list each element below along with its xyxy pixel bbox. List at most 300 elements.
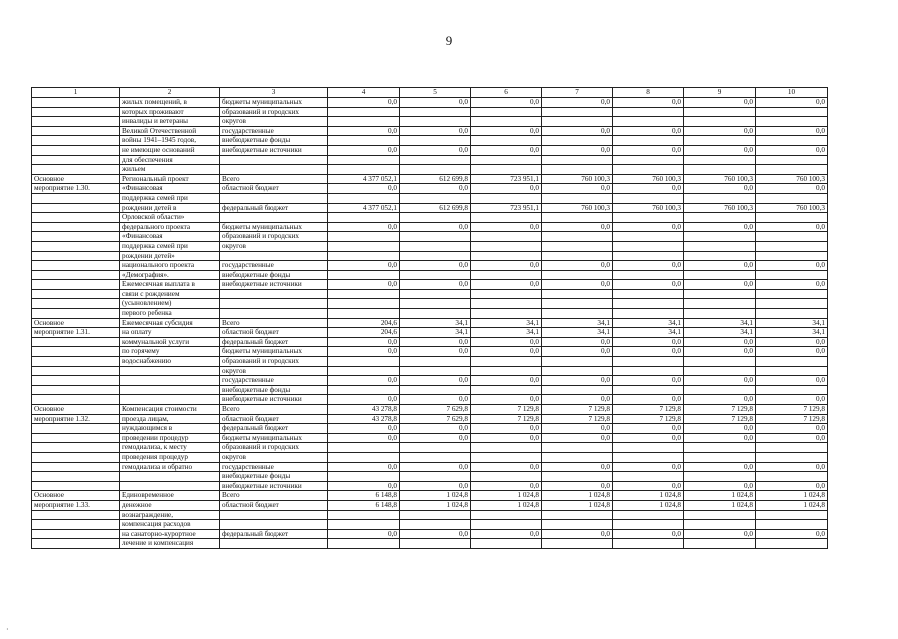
value-cell: [471, 165, 542, 175]
description-cell: [120, 366, 220, 376]
description-cell: связи с рождением: [120, 289, 220, 299]
description-cell: (усыновлением): [120, 299, 220, 309]
value-cell: 0,0: [400, 376, 471, 386]
value-cell: 1 024,8: [684, 491, 756, 501]
table-row: [32, 529, 828, 539]
value-cell: [684, 472, 756, 482]
value-cell: [328, 232, 400, 242]
description-cell: инвалиды и ветераны: [120, 117, 220, 127]
value-cell: 612 699,8: [400, 174, 471, 184]
value-cell: [613, 309, 684, 319]
value-cell: [613, 385, 684, 395]
page-number: 9: [445, 33, 453, 48]
value-cell: 0,0: [400, 424, 471, 434]
value-cell: 723 951,1: [471, 174, 542, 184]
value-cell: [400, 366, 471, 376]
table-row: [32, 318, 828, 328]
source-cell: внебюджетные источники: [220, 145, 328, 155]
value-cell: 43 278,8: [328, 414, 400, 424]
description-cell: вознаграждение,: [120, 510, 220, 520]
value-cell: [328, 366, 400, 376]
value-cell: [471, 520, 542, 530]
column-number: 9: [684, 88, 756, 98]
description-cell: проведения процедур: [120, 452, 220, 462]
value-cell: [471, 241, 542, 251]
value-cell: 0,0: [613, 145, 684, 155]
table-row: [32, 299, 828, 309]
value-cell: 0,0: [756, 145, 828, 155]
event-cell: [32, 251, 120, 261]
source-cell: [220, 539, 328, 549]
description-cell: водоснабжению: [120, 357, 220, 367]
description-cell: [120, 376, 220, 386]
value-cell: 0,0: [684, 395, 756, 405]
event-cell: [32, 443, 120, 453]
value-cell: 0,0: [471, 529, 542, 539]
value-cell: [684, 385, 756, 395]
description-cell: «Финансовая: [120, 232, 220, 242]
column-number: 6: [471, 88, 542, 98]
value-cell: [471, 289, 542, 299]
value-cell: 7 129,8: [471, 414, 542, 424]
source-cell: федеральный бюджет: [220, 203, 328, 213]
value-cell: [400, 299, 471, 309]
value-cell: 0,0: [542, 433, 613, 443]
value-cell: 0,0: [328, 433, 400, 443]
value-cell: [613, 452, 684, 462]
value-cell: 0,0: [684, 126, 756, 136]
value-cell: 0,0: [613, 433, 684, 443]
value-cell: [684, 136, 756, 146]
description-cell: первого ребенка: [120, 309, 220, 319]
event-cell: мероприятие 1.31.: [32, 328, 120, 338]
value-cell: 0,0: [400, 337, 471, 347]
table-row: [32, 452, 828, 462]
value-cell: 0,0: [328, 222, 400, 232]
source-cell: Всего: [220, 405, 328, 415]
source-cell: внебюджетные источники: [220, 395, 328, 405]
description-cell: жилых помещений, в: [120, 98, 220, 108]
event-cell: [32, 347, 120, 357]
value-cell: [684, 232, 756, 242]
value-cell: [684, 241, 756, 251]
event-cell: [32, 165, 120, 175]
event-cell: [32, 203, 120, 213]
value-cell: 1 024,8: [756, 500, 828, 510]
value-cell: 1 024,8: [542, 491, 613, 501]
value-cell: [684, 155, 756, 165]
table-row: [32, 337, 828, 347]
value-cell: [328, 385, 400, 395]
value-cell: 0,0: [613, 337, 684, 347]
table-row: [32, 126, 828, 136]
value-cell: 0,0: [684, 98, 756, 108]
value-cell: [400, 251, 471, 261]
value-cell: [471, 213, 542, 223]
value-cell: 0,0: [684, 261, 756, 271]
value-cell: 0,0: [756, 529, 828, 539]
value-cell: 1 024,8: [471, 500, 542, 510]
value-cell: 0,0: [471, 222, 542, 232]
source-cell: [220, 155, 328, 165]
value-cell: 7 129,8: [756, 405, 828, 415]
value-cell: 0,0: [542, 529, 613, 539]
value-cell: 723 951,1: [471, 203, 542, 213]
value-cell: 0,0: [542, 126, 613, 136]
value-cell: 1 024,8: [613, 500, 684, 510]
value-cell: [613, 472, 684, 482]
column-number: 5: [400, 88, 471, 98]
value-cell: 0,0: [613, 347, 684, 357]
value-cell: 0,0: [400, 222, 471, 232]
event-cell: Основное: [32, 491, 120, 501]
source-cell: внебюджетные фонды: [220, 136, 328, 146]
description-cell: жильем: [120, 165, 220, 175]
value-cell: [613, 193, 684, 203]
description-cell: проезда лицам,: [120, 414, 220, 424]
table-row: [32, 366, 828, 376]
event-cell: [32, 424, 120, 434]
budget-table: [31, 87, 828, 549]
value-cell: 0,0: [684, 376, 756, 386]
source-cell: государственные: [220, 376, 328, 386]
value-cell: 34,1: [613, 328, 684, 338]
value-cell: [542, 165, 613, 175]
value-cell: [400, 270, 471, 280]
column-number: 10: [756, 88, 828, 98]
source-cell: областной бюджет: [220, 500, 328, 510]
value-cell: [328, 452, 400, 462]
value-cell: 0,0: [756, 261, 828, 271]
value-cell: 4 377 052,1: [328, 174, 400, 184]
value-cell: [613, 155, 684, 165]
value-cell: 1 024,8: [471, 491, 542, 501]
table-row: [32, 414, 828, 424]
value-cell: [756, 452, 828, 462]
description-cell: компенсация расходов: [120, 520, 220, 530]
event-cell: [32, 472, 120, 482]
description-cell: на санаторно-курортное: [120, 529, 220, 539]
value-cell: [756, 165, 828, 175]
value-cell: [756, 117, 828, 127]
value-cell: [684, 539, 756, 549]
value-cell: 0,0: [756, 337, 828, 347]
value-cell: [542, 107, 613, 117]
value-cell: [471, 443, 542, 453]
event-cell: [32, 126, 120, 136]
value-cell: 34,1: [756, 328, 828, 338]
value-cell: [756, 107, 828, 117]
value-cell: [684, 107, 756, 117]
value-cell: 1 024,8: [400, 500, 471, 510]
value-cell: 0,0: [400, 395, 471, 405]
value-cell: [400, 289, 471, 299]
value-cell: [400, 107, 471, 117]
value-cell: 7 129,8: [542, 405, 613, 415]
event-cell: [32, 481, 120, 491]
source-cell: [220, 213, 328, 223]
value-cell: [542, 193, 613, 203]
table-row: [32, 481, 828, 491]
table-row: [32, 347, 828, 357]
value-cell: 6 148,8: [328, 500, 400, 510]
value-cell: [542, 520, 613, 530]
value-cell: [542, 510, 613, 520]
value-cell: [756, 299, 828, 309]
value-cell: [613, 213, 684, 223]
description-cell: нуждающимся в: [120, 424, 220, 434]
description-cell: гемодиализа, к месту: [120, 443, 220, 453]
column-number: 3: [220, 88, 328, 98]
value-cell: 0,0: [542, 424, 613, 434]
value-cell: [613, 270, 684, 280]
value-cell: [756, 289, 828, 299]
value-cell: 0,0: [471, 126, 542, 136]
value-cell: [328, 117, 400, 127]
value-cell: 0,0: [471, 261, 542, 271]
table-row: [32, 328, 828, 338]
description-cell: войны 1941–1945 годов,: [120, 136, 220, 146]
description-cell: национального проекта: [120, 261, 220, 271]
value-cell: 612 699,8: [400, 203, 471, 213]
table-row: [32, 395, 828, 405]
value-cell: [471, 136, 542, 146]
value-cell: [400, 309, 471, 319]
value-cell: 760 100,3: [684, 203, 756, 213]
value-cell: [471, 472, 542, 482]
source-cell: [220, 165, 328, 175]
table-row: [32, 222, 828, 232]
value-cell: [613, 539, 684, 549]
source-cell: внебюджетные фонды: [220, 472, 328, 482]
value-cell: 34,1: [542, 318, 613, 328]
value-cell: 34,1: [684, 318, 756, 328]
table-row: [32, 520, 828, 530]
source-cell: округов: [220, 366, 328, 376]
value-cell: 0,0: [613, 424, 684, 434]
value-cell: [756, 385, 828, 395]
description-cell: лечение и компенсация: [120, 539, 220, 549]
table-row: [32, 232, 828, 242]
table-row: [32, 539, 828, 549]
value-cell: [542, 136, 613, 146]
value-cell: [684, 117, 756, 127]
event-cell: [32, 529, 120, 539]
value-cell: [613, 510, 684, 520]
value-cell: [328, 241, 400, 251]
event-cell: [32, 289, 120, 299]
value-cell: 34,1: [400, 318, 471, 328]
source-cell: государственные: [220, 462, 328, 472]
value-cell: 0,0: [684, 280, 756, 290]
value-cell: [542, 357, 613, 367]
description-cell: Великой Отечественной: [120, 126, 220, 136]
value-cell: 0,0: [613, 184, 684, 194]
value-cell: [400, 539, 471, 549]
value-cell: [756, 136, 828, 146]
table-row: [32, 136, 828, 146]
event-cell: мероприятие 1.32.: [32, 414, 120, 424]
value-cell: [328, 289, 400, 299]
event-cell: [32, 213, 120, 223]
source-cell: [220, 520, 328, 530]
header-row: [32, 88, 828, 98]
value-cell: 0,0: [756, 98, 828, 108]
value-cell: [471, 510, 542, 520]
column-number: 4: [328, 88, 400, 98]
value-cell: 0,0: [471, 347, 542, 357]
value-cell: 760 100,3: [684, 174, 756, 184]
value-cell: [471, 385, 542, 395]
value-cell: [613, 299, 684, 309]
source-cell: федеральный бюджет: [220, 337, 328, 347]
value-cell: [328, 213, 400, 223]
description-cell: Орловской области»: [120, 213, 220, 223]
source-cell: округов: [220, 241, 328, 251]
value-cell: 0,0: [542, 222, 613, 232]
value-cell: [542, 232, 613, 242]
event-cell: [32, 395, 120, 405]
value-cell: 0,0: [400, 280, 471, 290]
description-cell: [120, 385, 220, 395]
value-cell: 0,0: [471, 376, 542, 386]
table-row: [32, 203, 828, 213]
value-cell: [542, 155, 613, 165]
value-cell: [756, 520, 828, 530]
description-cell: [120, 481, 220, 491]
value-cell: [613, 136, 684, 146]
value-cell: 1 024,8: [756, 491, 828, 501]
source-cell: федеральный бюджет: [220, 424, 328, 434]
source-cell: государственные: [220, 261, 328, 271]
description-cell: Региональный проект: [120, 174, 220, 184]
value-cell: 0,0: [542, 261, 613, 271]
value-cell: [328, 443, 400, 453]
value-cell: [471, 117, 542, 127]
value-cell: 0,0: [400, 261, 471, 271]
value-cell: 0,0: [684, 462, 756, 472]
value-cell: 0,0: [328, 145, 400, 155]
value-cell: 0,0: [756, 126, 828, 136]
value-cell: [400, 472, 471, 482]
table-row: [32, 462, 828, 472]
value-cell: 4 377 052,1: [328, 203, 400, 213]
value-cell: 43 278,8: [328, 405, 400, 415]
value-cell: 0,0: [400, 462, 471, 472]
source-cell: [220, 289, 328, 299]
event-cell: [32, 193, 120, 203]
description-cell: «Демография».: [120, 270, 220, 280]
value-cell: 7 129,8: [613, 414, 684, 424]
value-cell: [756, 366, 828, 376]
value-cell: 0,0: [542, 145, 613, 155]
table-row: [32, 165, 828, 175]
event-cell: [32, 232, 120, 242]
source-cell: образований и городских: [220, 357, 328, 367]
value-cell: [471, 232, 542, 242]
value-cell: [328, 155, 400, 165]
source-cell: [220, 299, 328, 309]
table-row: [32, 98, 828, 108]
value-cell: [684, 299, 756, 309]
value-cell: 0,0: [400, 529, 471, 539]
table-row: [32, 424, 828, 434]
value-cell: 0,0: [542, 337, 613, 347]
table-row: [32, 241, 828, 251]
value-cell: 0,0: [328, 280, 400, 290]
value-cell: [684, 270, 756, 280]
value-cell: 0,0: [328, 126, 400, 136]
value-cell: [400, 385, 471, 395]
event-cell: [32, 270, 120, 280]
value-cell: 0,0: [684, 481, 756, 491]
event-cell: [32, 452, 120, 462]
value-cell: 0,0: [756, 184, 828, 194]
value-cell: 7 129,8: [613, 405, 684, 415]
value-cell: [400, 452, 471, 462]
description-cell: поддержка семей при: [120, 193, 220, 203]
value-cell: 0,0: [400, 433, 471, 443]
value-cell: 0,0: [471, 184, 542, 194]
value-cell: [756, 539, 828, 549]
value-cell: 0,0: [684, 433, 756, 443]
value-cell: 0,0: [684, 529, 756, 539]
value-cell: [471, 107, 542, 117]
value-cell: 0,0: [328, 395, 400, 405]
event-cell: [32, 510, 120, 520]
scan-mark: ·: [6, 625, 9, 634]
value-cell: [471, 270, 542, 280]
source-cell: Всего: [220, 174, 328, 184]
value-cell: [400, 443, 471, 453]
table-row: [32, 472, 828, 482]
table-row: [32, 270, 828, 280]
source-cell: [220, 510, 328, 520]
value-cell: 0,0: [613, 126, 684, 136]
column-number: 7: [542, 88, 613, 98]
table-row: [32, 289, 828, 299]
value-cell: 0,0: [400, 347, 471, 357]
source-cell: бюджеты муниципальных: [220, 222, 328, 232]
source-cell: областной бюджет: [220, 184, 328, 194]
value-cell: 0,0: [328, 184, 400, 194]
source-cell: бюджеты муниципальных: [220, 347, 328, 357]
value-cell: 0,0: [684, 222, 756, 232]
value-cell: [400, 165, 471, 175]
value-cell: [542, 289, 613, 299]
value-cell: 0,0: [684, 337, 756, 347]
value-cell: [684, 510, 756, 520]
table-row: [32, 261, 828, 271]
description-cell: Ежемесячная выплата в: [120, 280, 220, 290]
description-cell: для обеспечения: [120, 155, 220, 165]
value-cell: 760 100,3: [613, 174, 684, 184]
table-row: [32, 107, 828, 117]
value-cell: [613, 520, 684, 530]
value-cell: [471, 357, 542, 367]
value-cell: [756, 232, 828, 242]
source-cell: образований и городских: [220, 443, 328, 453]
value-cell: [400, 117, 471, 127]
value-cell: [471, 452, 542, 462]
value-cell: 0,0: [684, 424, 756, 434]
value-cell: [542, 241, 613, 251]
value-cell: [328, 165, 400, 175]
value-cell: 0,0: [328, 424, 400, 434]
source-cell: [220, 251, 328, 261]
description-cell: проведении процедур: [120, 433, 220, 443]
table-row: [32, 433, 828, 443]
